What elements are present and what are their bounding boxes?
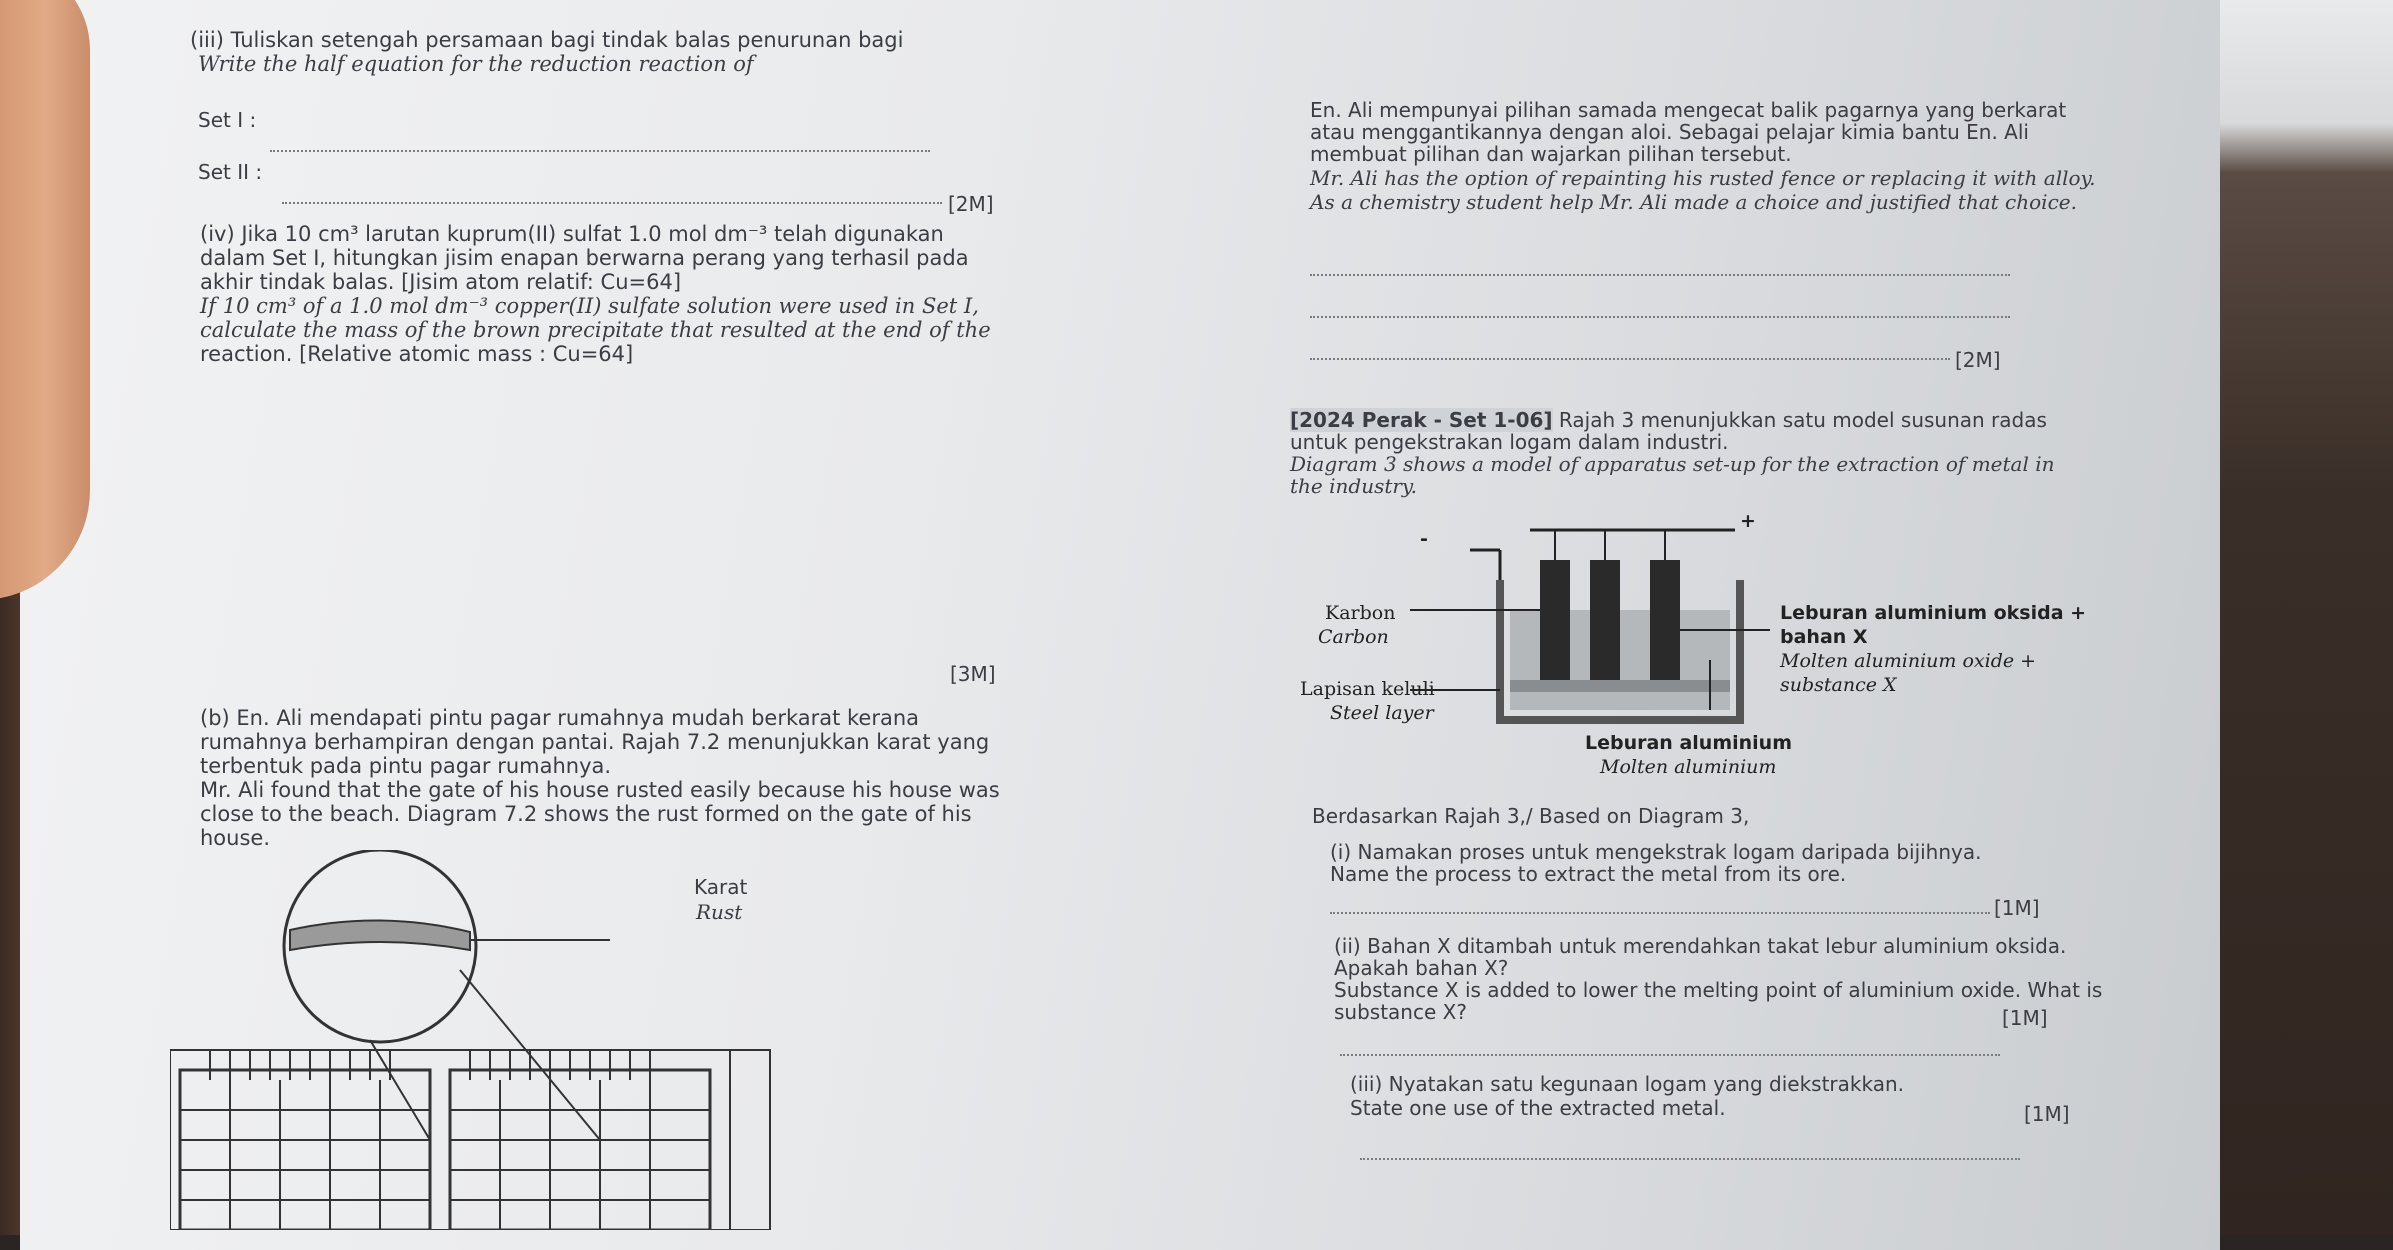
- qiii-marks: [1M]: [2024, 1102, 2070, 1126]
- question-malay-1: Rajah 3 menunjukkan satu model susunan radas: [1558, 408, 2047, 432]
- intro-malay-3: membuat pilihan dan wajarkan pilihan tersebut.: [1310, 142, 1792, 166]
- q4-english-2: calculate the mass of the brown precipitate that resulted at the end of the: [200, 318, 991, 342]
- qi-marks: [1M]: [1994, 896, 2040, 920]
- carbon-anode-2: [1590, 560, 1620, 680]
- b-malay-1: (b) En. Ali mendapati pintu pagar rumahnya mudah berkarat kerana: [200, 706, 920, 730]
- minus-sign: -: [1420, 528, 1428, 550]
- substance-x-label: substance X: [1780, 674, 1897, 696]
- carbon-anode-3: [1650, 560, 1680, 680]
- lapisan-keluli-label: Lapisan keluli: [1300, 678, 1435, 700]
- leburan-al-label: Leburan aluminium: [1585, 732, 1792, 754]
- qi-answer-line[interactable]: [1330, 912, 1990, 914]
- qiii-english: State one use of the extracted metal.: [1350, 1096, 1726, 1120]
- intro-answer-line-1[interactable]: [1310, 274, 2010, 276]
- carbon-anode-1: [1540, 560, 1570, 680]
- carbon-label: Carbon: [1318, 626, 1389, 648]
- q3-malay: (iii) Tuliskan setengah persamaan bagi tindak balas penurunan bagi: [190, 28, 904, 52]
- qiii-malay: (iii) Nyatakan satu kegunaan logam yang diekstrakkan.: [1350, 1072, 1905, 1096]
- b-malay-2: rumahnya berhampiran dengan pantai. Rajah 7.2 menunjukkan karat yang: [200, 730, 990, 754]
- electrolysis-diagram: [1410, 510, 1830, 740]
- qi-malay: (i) Namakan proses untuk mengekstrak logam daripada bijihnya.: [1330, 840, 1982, 864]
- qii-malay-2: Apakah bahan X?: [1334, 956, 1509, 980]
- intro-answer-line-3[interactable]: [1310, 358, 1950, 360]
- intro-malay-1: En. Ali mempunyai pilihan samada mengecat balik pagarnya yang berkarat: [1310, 98, 2067, 122]
- molten-oxide-label: Molten aluminium oxide +: [1780, 650, 2037, 672]
- qii-marks: [1M]: [2002, 1006, 2048, 1030]
- karat-label: Karat: [694, 875, 748, 899]
- q4-malay-3: akhir tindak balas. [Jisim atom relatif: Cu=64]: [200, 270, 682, 294]
- qii-malay-1: (ii) Bahan X ditambah untuk merendahkan takat lebur aluminium oksida.: [1334, 934, 2067, 958]
- q4-english-1: If 10 cm³ of a 1.0 mol dm⁻³ copper(II) sulfate solution were used in Set I,: [200, 294, 979, 318]
- qii-english-2: substance X?: [1334, 1000, 1467, 1024]
- molten-al-label: Molten aluminium: [1600, 756, 1777, 778]
- set2-answer-line[interactable]: [282, 202, 942, 204]
- b-english-3: house.: [200, 826, 271, 850]
- q3-marks: [2M]: [948, 192, 994, 216]
- q4-marks: [3M]: [950, 662, 996, 686]
- question-header: [1290, 408, 2047, 432]
- gate-pillar: [730, 1050, 770, 1230]
- rust-patch: [290, 920, 470, 950]
- question-english-1: Diagram 3 shows a model of apparatus set-up for the extraction of metal in: [1290, 452, 2055, 476]
- gate-diagram: [170, 850, 950, 1230]
- leburan-oksida-label: Leburan aluminium oksida +: [1780, 602, 2087, 624]
- q4-english-3: reaction. [Relative atomic mass : Cu=64]: [200, 342, 634, 366]
- intro-english-1: Mr. Ali has the option of repainting his rusted fence or replacing it with alloy.: [1310, 166, 2096, 190]
- qii-english-1: Substance X is added to lower the melting point of aluminium oxide. What is: [1334, 978, 2103, 1002]
- question-tag: [2024 Perak - Set 1-06]: [1290, 408, 1553, 432]
- steel-layer-label: Steel layer: [1330, 702, 1434, 724]
- intro-malay-2: atau menggantikannya dengan aloi. Sebagai pelajar kimia bantu En. Ali: [1310, 120, 2029, 144]
- q3-english: Write the half equation for the reduction reaction of: [198, 52, 754, 76]
- b-malay-3: terbentuk pada pintu pagar rumahnya.: [200, 754, 612, 778]
- qiii-answer-line[interactable]: [1360, 1158, 2020, 1160]
- gate-left-panel: [180, 1070, 430, 1230]
- q4-malay-2: dalam Set I, hitungkan jisim enapan berwarna perang yang terhasil pada: [200, 246, 969, 270]
- plus-sign: +: [1740, 510, 1756, 532]
- b-english-2: close to the beach. Diagram 7.2 shows the rust formed on the gate of his: [200, 802, 972, 826]
- set1-label: Set I :: [198, 108, 257, 132]
- rust-label: Rust: [696, 900, 743, 924]
- bahan-x-label: bahan X: [1780, 626, 1868, 648]
- based-on-diagram: Berdasarkan Rajah 3,/ Based on Diagram 3,: [1312, 804, 1750, 828]
- question-english-2: the industry.: [1290, 474, 1417, 498]
- qi-english: Name the process to extract the metal from its ore.: [1330, 862, 1847, 886]
- exam-paper: [20, 0, 2220, 1250]
- karbon-label: Karbon: [1325, 602, 1396, 624]
- qii-answer-line[interactable]: [1340, 1054, 2000, 1056]
- gate-bars: [180, 1050, 710, 1230]
- set1-answer-line[interactable]: [270, 150, 930, 152]
- question-malay-2: untuk pengekstrakan logam dalam industri.: [1290, 430, 1729, 454]
- gate-right-panel: [450, 1070, 710, 1230]
- intro-marks: [2M]: [1955, 348, 2001, 372]
- intro-english-2: As a chemistry student help Mr. Ali made a choice and justified that choice.: [1310, 190, 2077, 214]
- q4-malay-1: (iv) Jika 10 cm³ larutan kuprum(II) sulfat 1.0 mol dm⁻³ telah digunakan: [200, 222, 944, 246]
- intro-answer-line-2[interactable]: [1310, 316, 2010, 318]
- molten-aluminium-layer: [1510, 680, 1730, 692]
- b-english-1: Mr. Ali found that the gate of his house rusted easily because his house was: [200, 778, 1000, 802]
- set2-label: Set II :: [198, 160, 263, 184]
- finger: [0, 0, 90, 600]
